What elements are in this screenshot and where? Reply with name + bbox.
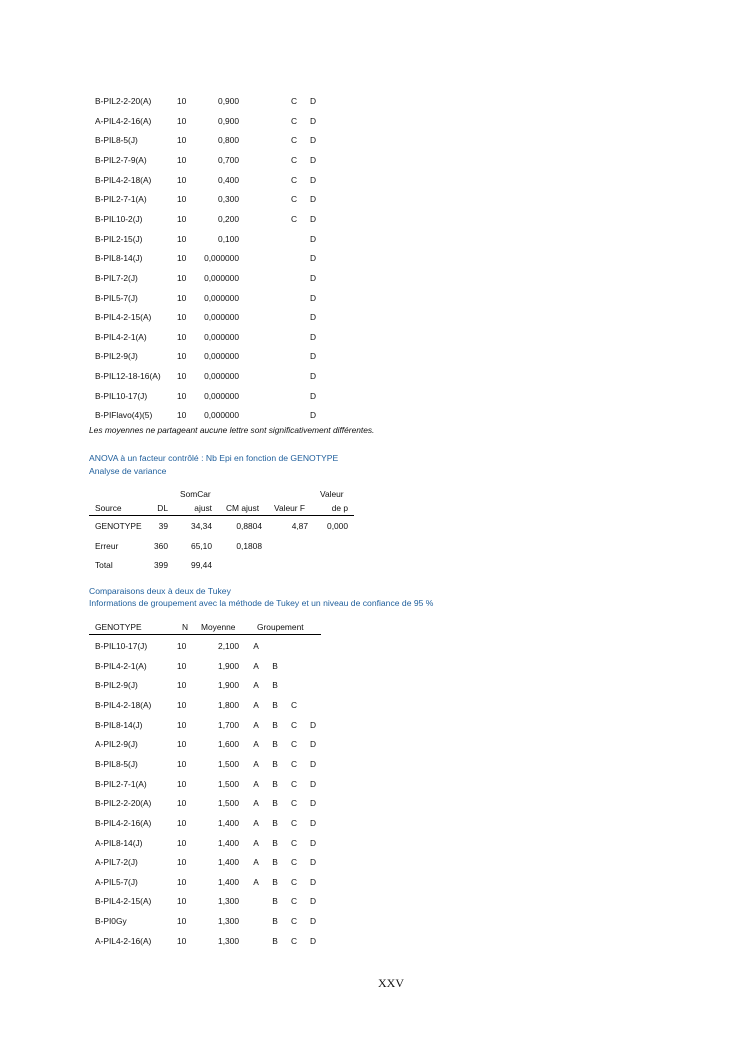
mean-cell: 1,400 [218, 876, 239, 887]
mean-cell: 1,500 [218, 778, 239, 789]
header-dl: DL [157, 503, 168, 513]
mean-cell: 0,000000 [204, 292, 239, 303]
n-cell: 10 [177, 719, 187, 730]
n-cell: 10 [177, 233, 187, 244]
group-letter-cell: B [272, 837, 278, 848]
group-letter-cell: D [309, 96, 317, 106]
group-letter-cell: B [272, 778, 278, 789]
genotype-cell: A-PIL4-2-16(A) [95, 935, 152, 946]
group-letter-cell: B [272, 719, 278, 730]
genotype-cell: B-PIL8-5(J) [95, 135, 138, 146]
n-cell: 10 [177, 194, 187, 205]
group-letter-cell: A [253, 680, 259, 691]
n-cell: 10 [177, 680, 187, 691]
mean-cell: 1,500 [218, 798, 239, 809]
group-letter-cell: C [290, 213, 298, 224]
f-value-cell: 4,87 [291, 521, 308, 531]
genotype-cell: B-PIL2-2-20(A) [95, 96, 152, 106]
group-letter-cell: C [290, 194, 298, 205]
genotype-cell: B-PIL4-2-15(A) [95, 896, 152, 907]
cm-cell: 0,8804 [236, 521, 262, 531]
n-cell: 10 [177, 115, 187, 126]
group-letter-cell: D [309, 719, 317, 730]
group-letter-cell: C [290, 837, 298, 848]
group-letter-cell: B [272, 857, 278, 868]
group-letter-cell: D [309, 154, 317, 165]
mean-cell: 0,000000 [204, 331, 239, 342]
group-letter-cell: D [309, 233, 317, 244]
genotype-cell: B-PIL8-14(J) [95, 719, 143, 730]
anova-header-rule [89, 515, 354, 516]
mean-cell: 0,400 [218, 174, 239, 185]
group-letter-cell: C [290, 876, 298, 887]
genotype-cell: B-PIL2-15(J) [95, 233, 143, 244]
source-cell: Erreur [95, 541, 119, 551]
tukey-header-rule [89, 634, 321, 635]
group-letter-cell: B [272, 896, 278, 907]
mean-cell: 0,100 [218, 233, 239, 244]
header-somcar: SomCar [180, 489, 211, 499]
dl-cell: 39 [158, 521, 168, 531]
n-cell: 10 [177, 660, 187, 671]
tukey-subtitle: Informations de groupement avec la méthode de Tukey et un niveau de confiance de 95 % [89, 598, 434, 608]
group-letter-cell: B [272, 680, 278, 691]
genotype-cell: A-PIL8-14(J) [95, 837, 143, 848]
somcar-cell: 34,34 [191, 521, 212, 531]
n-cell: 10 [177, 876, 187, 887]
genotype-cell: B-PIFlavo(4)(5) [95, 410, 153, 421]
n-cell: 10 [177, 410, 187, 421]
group-letter-cell: A [253, 660, 259, 671]
genotype-cell: B-PIL2-7-1(A) [95, 194, 147, 205]
group-letter-cell: D [309, 758, 317, 769]
group-letter-cell: C [290, 896, 298, 907]
genotype-cell: B-PIL2-9(J) [95, 680, 138, 691]
group-letter-cell: B [272, 660, 278, 671]
group-letter-cell: C [290, 96, 298, 106]
group-letter-cell: A [253, 798, 259, 809]
group-letter-cell: C [290, 817, 298, 828]
n-cell: 10 [177, 699, 187, 710]
genotype-cell: B-PIL4-2-18(A) [95, 174, 152, 185]
group-letter-cell: D [309, 390, 317, 401]
group-letter-cell: A [253, 857, 259, 868]
mean-cell: 1,600 [218, 739, 239, 750]
genotype-cell: B-PIL2-7-1(A) [95, 778, 147, 789]
group-letter-cell: D [309, 896, 317, 907]
header-cm-ajust: CM ajust [226, 503, 260, 513]
genotype-cell: B-PIL10-17(J) [95, 641, 148, 651]
n-cell: 10 [177, 896, 187, 907]
group-letter-cell: C [290, 935, 298, 946]
group-letter-cell: B [272, 876, 278, 887]
group-letter-cell: D [309, 312, 317, 323]
genotype-cell: B-PIL4-2-1(A) [95, 331, 147, 342]
n-cell: 10 [177, 371, 187, 382]
genotype-cell: B-PIL2-7-9(A) [95, 154, 147, 165]
group-letter-cell: D [309, 837, 317, 848]
source-cell: Total [95, 560, 113, 570]
group-letter-cell: A [253, 778, 259, 789]
mean-cell: 0,000000 [204, 272, 239, 283]
mean-cell: 1,400 [218, 837, 239, 848]
mean-cell: 0,900 [218, 115, 239, 126]
group-letter-cell: C [290, 699, 298, 710]
n-cell: 10 [177, 331, 187, 342]
mean-cell: 0,800 [218, 135, 239, 146]
n-cell: 10 [177, 778, 187, 789]
group-letter-cell: D [309, 410, 317, 421]
group-letter-cell: C [290, 857, 298, 868]
group-letter-cell: C [290, 916, 298, 927]
group-letter-cell: C [290, 758, 298, 769]
group-letter-cell: A [253, 739, 259, 750]
group-letter-cell: D [309, 876, 317, 887]
group-letter-cell: D [309, 739, 317, 750]
mean-cell: 1,300 [218, 935, 239, 946]
group-letter-cell: C [290, 719, 298, 730]
group-letter-cell: B [272, 739, 278, 750]
genotype-cell: A-PIL7-2(J) [95, 857, 138, 868]
n-cell: 10 [177, 817, 187, 828]
group-letter-cell: C [290, 154, 298, 165]
mean-cell: 1,700 [218, 719, 239, 730]
group-letter-cell: C [290, 135, 298, 146]
mean-cell: 0,300 [218, 194, 239, 205]
n-cell: 10 [177, 213, 187, 224]
genotype-cell: A-PIL4-2-16(A) [95, 115, 152, 126]
anova-subtitle: Analyse de variance [89, 466, 167, 476]
mean-cell: 1,900 [218, 660, 239, 671]
group-letter-cell: D [309, 798, 317, 809]
mean-cell: 1,500 [218, 758, 239, 769]
n-cell: 10 [177, 312, 187, 323]
genotype-cell: B-PIL7-2(J) [95, 272, 138, 283]
group-letter-cell: B [272, 935, 278, 946]
n-cell: 10 [177, 292, 187, 303]
n-cell: 10 [177, 351, 187, 362]
source-cell: GENOTYPE [95, 521, 142, 531]
group-letter-cell: D [309, 135, 317, 146]
group-letter-cell: A [253, 817, 259, 828]
mean-cell: 0,900 [218, 96, 239, 106]
group-letter-cell: A [253, 641, 259, 651]
genotype-cell: B-PIL12-18-16(A) [95, 371, 161, 382]
genotype-cell: B-PIL8-5(J) [95, 758, 138, 769]
tukey-title: Comparaisons deux à deux de Tukey [89, 586, 231, 596]
genotype-cell: B-PIL10-2(J) [95, 213, 143, 224]
n-cell: 10 [177, 916, 187, 927]
group-letter-cell: A [253, 758, 259, 769]
group-letter-cell: C [290, 739, 298, 750]
mean-cell: 0,000000 [204, 253, 239, 264]
n-cell: 10 [177, 96, 187, 106]
group-letter-cell: D [309, 935, 317, 946]
genotype-cell: A-PIL2-9(J) [95, 739, 138, 750]
group-letter-cell: A [253, 719, 259, 730]
group-letter-cell: D [309, 351, 317, 362]
group-letter-cell: D [309, 272, 317, 283]
somcar-cell: 99,44 [191, 560, 212, 570]
group-letter-cell: D [309, 778, 317, 789]
dl-cell: 360 [154, 541, 168, 551]
header-ajust: ajust [194, 503, 212, 513]
genotype-cell: B-PI0Gy [95, 916, 127, 927]
group-letter-cell: A [253, 876, 259, 887]
header-valeur-f: Valeur F [274, 503, 306, 513]
header-genotype: GENOTYPE [95, 622, 142, 632]
mean-cell: 0,200 [218, 213, 239, 224]
genotype-cell: B-PIL5-7(J) [95, 292, 138, 303]
group-letter-cell: D [309, 817, 317, 828]
group-letter-cell: B [272, 916, 278, 927]
n-cell: 10 [177, 935, 187, 946]
p-value-cell: 0,000 [327, 521, 348, 531]
genotype-cell: B-PIL8-14(J) [95, 253, 143, 264]
header-groupement: Groupement [257, 622, 304, 632]
mean-cell: 1,300 [218, 896, 239, 907]
mean-cell: 0,000000 [204, 312, 239, 323]
header-moyenne: Moyenne [201, 622, 236, 632]
mean-cell: 0,000000 [204, 351, 239, 362]
mean-cell: 1,400 [218, 857, 239, 868]
n-cell: 10 [177, 739, 187, 750]
genotype-cell: B-PIL2-9(J) [95, 351, 138, 362]
n-cell: 10 [177, 758, 187, 769]
group-letter-cell: D [309, 194, 317, 205]
n-cell: 10 [177, 135, 187, 146]
group-letter-cell: D [309, 857, 317, 868]
n-cell: 10 [177, 798, 187, 809]
n-cell: 10 [177, 272, 187, 283]
group-letter-cell: B [272, 798, 278, 809]
n-cell: 10 [177, 154, 187, 165]
group-letter-cell: C [290, 778, 298, 789]
mean-cell: 0,700 [218, 154, 239, 165]
header-source: Source [95, 503, 122, 513]
n-cell: 10 [177, 253, 187, 264]
cm-cell: 0,1808 [236, 541, 262, 551]
n-cell: 10 [177, 837, 187, 848]
mean-cell: 0,000000 [204, 390, 239, 401]
genotype-cell: B-PIL10-17(J) [95, 390, 148, 401]
group-letter-cell: D [309, 371, 317, 382]
genotype-cell: B-PIL4-2-15(A) [95, 312, 152, 323]
n-cell: 10 [177, 390, 187, 401]
anova-title: ANOVA à un facteur contrôlé : Nb Epi en fonction de GENOTYPE [89, 453, 339, 463]
mean-cell: 0,000000 [204, 410, 239, 421]
n-cell: 10 [177, 641, 187, 651]
mean-cell: 1,900 [218, 680, 239, 691]
group-letter-cell: D [309, 174, 317, 185]
group-letter-cell: D [309, 115, 317, 126]
dl-cell: 399 [154, 560, 168, 570]
group-letter-cell: B [272, 817, 278, 828]
page-number: XXV [378, 976, 404, 990]
mean-cell: 1,400 [218, 817, 239, 828]
n-cell: 10 [177, 174, 187, 185]
header-de-p: de p [331, 503, 348, 513]
group-letter-cell: D [309, 253, 317, 264]
group-letter-cell: B [272, 699, 278, 710]
genotype-cell: A-PIL5-7(J) [95, 876, 138, 887]
mean-cell: 1,800 [218, 699, 239, 710]
group-letter-cell: B [272, 758, 278, 769]
group-letter-cell: C [290, 798, 298, 809]
genotype-cell: B-PIL4-2-16(A) [95, 817, 152, 828]
somcar-cell: 65,10 [191, 541, 212, 551]
group-letter-cell: C [290, 174, 298, 185]
group-letter-cell: D [309, 331, 317, 342]
mean-cell: 2,100 [218, 641, 239, 651]
genotype-cell: B-PIL4-2-18(A) [95, 699, 152, 710]
significance-note: Les moyennes ne partageant aucune lettre sont significativement différentes. [89, 425, 375, 435]
group-letter-cell: A [253, 699, 259, 710]
group-letter-cell: A [253, 837, 259, 848]
group-letter-cell: D [309, 916, 317, 927]
mean-cell: 0,000000 [204, 371, 239, 382]
genotype-cell: B-PIL2-2-20(A) [95, 798, 152, 809]
mean-cell: 1,300 [218, 916, 239, 927]
group-letter-cell: C [290, 115, 298, 126]
group-letter-cell: D [309, 213, 317, 224]
n-cell: 10 [177, 857, 187, 868]
genotype-cell: B-PIL4-2-1(A) [95, 660, 147, 671]
header-valeur: Valeur [320, 489, 344, 499]
group-letter-cell: D [309, 292, 317, 303]
header-n: N [181, 622, 188, 632]
